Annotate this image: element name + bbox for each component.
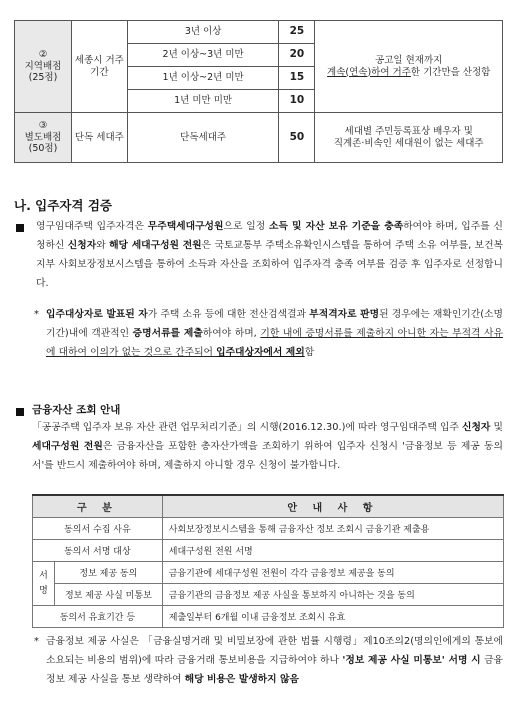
footnote-star: *	[34, 309, 39, 320]
finance-consent-table	[32, 494, 504, 628]
section-heading: 나. 입주자격 검증	[14, 198, 112, 213]
table-header-category: 구 분	[33, 495, 163, 518]
finance-footnote: 금융정보 제공 사실은 「금융실명거래 및 비밀보장에 관한 법률 시행령」제10조의2(명의인에게의 통보에 소요되는 비용의 범위)에 따라 금융거래 통보비용을 지급하여야 하나 '정보 제공 사실 미통보' 서명 시 금융 정보 제공 사실을 통보 생략하여 해당 비용은 발생하지 않음	[46, 636, 503, 685]
points-cell: 10	[279, 90, 315, 113]
table-row: 동의서 수집 사유 사회보장정보시스템을 통해 금융자산 정보 조회시 금융기관 제출용	[33, 518, 504, 540]
table-row: 서 명 정보 제공 동의 금융기관에 세대구성원 전원이 각각 금융정보 제공을 동의	[33, 562, 504, 584]
score-table	[14, 20, 503, 163]
table-header-info: 안 내 사 항	[162, 495, 503, 518]
footnote-star: *	[34, 636, 39, 647]
residence-note: 공고일 현재까지 계속(연속)하여 거주한 기간만을 산정함	[315, 21, 503, 113]
square-bullet-icon	[16, 224, 24, 232]
region-score-label: ② 지역배점 (25점)	[15, 21, 72, 113]
finance-section-title: 금융자산 조회 안내	[32, 404, 121, 416]
points-cell: 20	[279, 44, 315, 67]
table-row: 동의서 유효기간 등 제출일부터 6개월 이내 금융정보 조회시 유효	[33, 606, 504, 628]
residence-period-label: 세종시 거주기간	[71, 21, 127, 113]
table-row: 동의서 서명 대상 세대구성원 전원 서명	[33, 540, 504, 562]
separate-score-label: ③ 별도배점 (50점)	[15, 113, 72, 163]
table-row: 정보 제공 사실 미통보 금융기관의 금융정보 제공 사실을 통보하지 아니하는 것을 동의	[33, 584, 504, 606]
signature-group-label: 서 명	[33, 562, 55, 606]
points-cell: 15	[279, 67, 315, 90]
single-householder-label: 단독 세대주	[71, 113, 127, 163]
criterion-cell: 1년 이상~2년 미만	[127, 67, 279, 90]
criterion-cell: 1년 미만 미만	[127, 90, 279, 113]
criterion-cell: 3년 이상	[127, 21, 279, 44]
points-cell: 50	[279, 113, 315, 163]
finance-paragraph: 「공공주택 입주자 보유 자산 관련 업무처리기준」의 시행(2016.12.30.)에 따라 영구임대주택 입주 신청자 및 세대구성원 전원은 금융자산을 포함한 총자산가액을 조회하기 위하여 입주자 신청시 '금융정보 등 제공 동의서'를 반드시 제출하여야 하며, 제출하지 아니할 경우 신청이 불가합니다.	[32, 422, 503, 471]
single-householder-note: 세대별 주민등록표상 배우자 및 직계존·비속인 세대원이 없는 세대주	[315, 113, 503, 163]
criterion-cell: 2년 이상~3년 미만	[127, 44, 279, 67]
points-cell: 25	[279, 21, 315, 44]
eligibility-paragraph: 영구임대주택 입주자격은 무주택세대구성원으로 일정 소득 및 자산 보유 기준을 충족하여야 하며, 입주를 신청하신 신청자와 해당 세대구성원 전원은 국토교통부 주택소유확인시스템을 통하여 주택 소유 여부를, 보건복지부 사회보장정보시스템을 통하여 소득과 자산을 조회하여 입주자격 충족 여부를 검증 후 입주자로 선정합니다.	[36, 221, 504, 289]
ineligible-paragraph: 입주대상자로 발표된 자가 주택 소유 등에 대한 전산검색결과 부적격자로 판명된 경우에는 재확인기간(소명기간)내에 객관적인 증명서류를 제출하여야 하며, 기한 내에 증명서류를 제출하지 아니한 자는 부적격 사유에 대하여 이의가 없는 것으로 간주되어 입주대상자에서 제외함	[46, 309, 503, 358]
square-bullet-icon	[16, 408, 24, 416]
criterion-cell: 단독세대주	[127, 113, 279, 163]
